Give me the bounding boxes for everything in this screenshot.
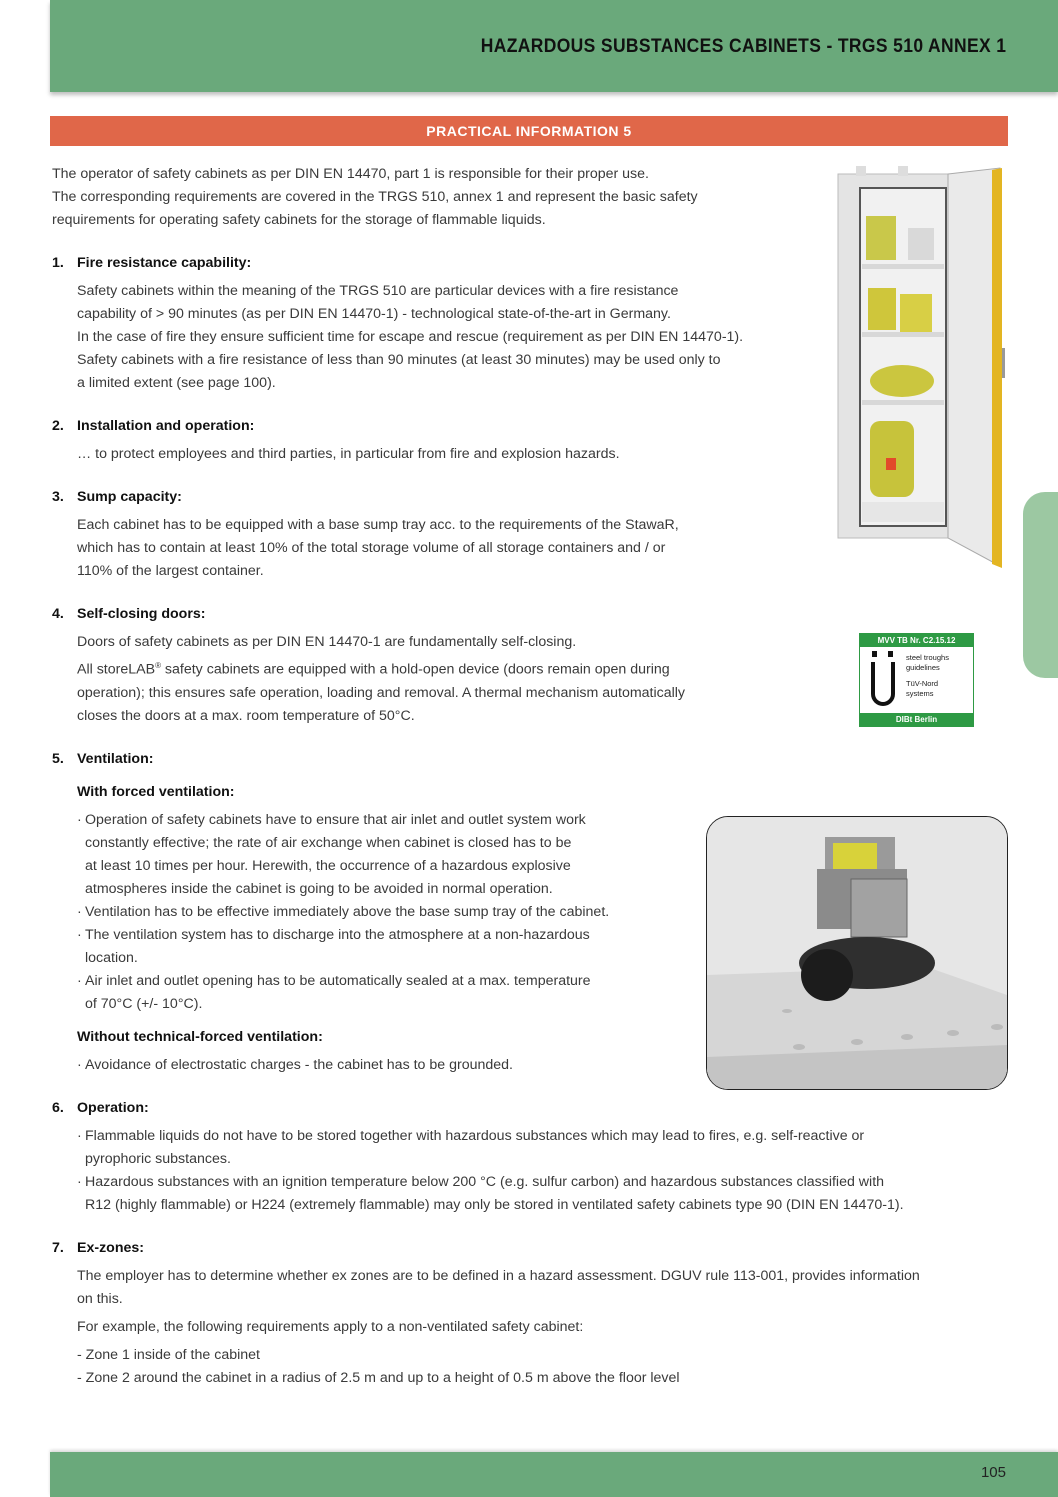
body-line: at least 10 times per hour. Herewith, the occurrence of a hazardous explosive — [85, 857, 571, 874]
approval-mark-line: systems — [906, 689, 934, 698]
body-line: capability of > 90 minutes (as per DIN EN 14470-1) - technological state-of-the-art in Germany. — [77, 306, 671, 322]
intro-paragraph — [52, 163, 952, 232]
approval-mark-line: steel troughs — [906, 653, 949, 662]
subheading: Without technical-forced ventilation: — [77, 1028, 323, 1045]
page-header-title: HAZARDOUS SUBSTANCES CABINETS - TRGS 510 ANNEX 1 — [480, 36, 1006, 57]
item-number: 5. — [52, 750, 64, 767]
bullet-item: · Ventilation has to be effective immediately above the base sump tray of the cabinet. — [77, 901, 717, 924]
side-tab — [1023, 492, 1058, 678]
item-number: 7. — [52, 1239, 64, 1256]
body-line: Ventilation has to be effective immediately above the base sump tray of the cabinet. — [85, 903, 610, 920]
body-line: Avoidance of electrostatic charges - the cabinet has to be grounded. — [85, 1056, 514, 1073]
subheading: With forced ventilation: — [77, 783, 235, 800]
body-line: For example, the following requirements apply to a non-ventilated safety cabinet: — [77, 1318, 584, 1335]
body-line: location. — [85, 949, 138, 966]
item-number: 6. — [52, 1099, 64, 1116]
body-line: Flammable liquids do not have to be stored together with hazardous substances which may lead to fires, e.g. self-reactive or — [85, 1127, 865, 1144]
body-line: R12 (highly flammable) or H224 (extremely flammable) may only be stored in ventilated safety cabinets type 90 (DIN EN 14470-1). — [85, 1196, 904, 1213]
body-line: Each cabinet has to be equipped with a base sump tray acc. to the requirements of the StawaR, — [77, 517, 679, 533]
zone-item: - Zone 1 inside of the cabinet — [77, 1346, 260, 1363]
body-line: a limited extent (see page 100). — [77, 375, 276, 391]
page-number: 105 — [980, 1464, 1006, 1481]
bullet-item: · Air inlet and outlet opening has to be automatically sealed at a max. temperature of 70°C (+/- 10°C). — [77, 970, 717, 1016]
zone-item: - Zone 2 around the cabinet in a radius of 2.5 m and up to a height of 0.5 m above the floor level — [77, 1369, 680, 1386]
bullet-item: · Avoidance of electrostatic charges - the cabinet has to be grounded. — [77, 1054, 717, 1077]
registered-mark: ® — [155, 661, 161, 670]
body-line: Safety cabinets with a fire resistance of less than 90 minutes (at least 30 minutes) may be used only to — [77, 352, 721, 368]
body-line: Hazardous substances with an ignition temperature below 200 °C (e.g. sulfur carbon) and hazardous substances classified with — [85, 1173, 885, 1190]
body-line: In the case of fire they ensure sufficient time for escape and rescue (requirement as per DIN EN 14470-1). — [77, 329, 744, 345]
body-line: Air inlet and outlet opening has to be automatically sealed at a max. temperature — [85, 972, 591, 989]
body-line: closes the doors at a max. room temperature of 50°C. — [77, 707, 415, 724]
item-title: Operation: — [77, 1099, 149, 1116]
item-number: 2. — [52, 418, 64, 434]
section-self-closing-doors — [52, 603, 952, 728]
item-title: Ventilation: — [77, 750, 154, 767]
body-line: pyrophoric substances. — [85, 1150, 231, 1167]
section-installation — [52, 415, 952, 466]
section-operation — [52, 1097, 952, 1217]
body-line: operation); this ensures safe operation, loading and removal. A thermal mechanism automatically — [77, 684, 686, 701]
body-line: of 70°C (+/- 10°C). — [85, 995, 203, 1012]
brand-name: All storeLAB — [77, 661, 156, 678]
approval-mark-line: guidelines — [906, 663, 940, 672]
body-line: 110% of the largest container. — [77, 563, 264, 579]
header-band — [50, 0, 1058, 92]
section-ex-zones — [52, 1237, 952, 1390]
item-title: Installation and operation: — [77, 418, 255, 434]
body-line: atmospheres inside the cabinet is going to be avoided in normal operation. — [85, 880, 553, 897]
item-title: Ex-zones: — [77, 1239, 145, 1256]
bullet-item: · Flammable liquids do not have to be stored together with hazardous substances which may lead to fires, e.g. self-reactive or pyrophoric substances. — [77, 1125, 952, 1171]
item-title: Self-closing doors: — [77, 606, 206, 622]
document-body — [52, 163, 952, 1390]
section-fire-resistance — [52, 252, 952, 395]
item-title: Fire resistance capability: — [77, 255, 252, 271]
body-line — [77, 654, 952, 682]
bullet-item: · The ventilation system has to discharge into the atmosphere at a non-hazardous location. — [77, 924, 717, 970]
section-bar — [50, 116, 1008, 146]
section-ventilation — [52, 748, 952, 1077]
body-line: … to protect employees and third parties, in particular from fire and explosion hazards. — [77, 446, 620, 462]
bullet-item: · Hazardous substances with an ignition temperature below 200 °C (e.g. sulfur carbon) and hazardous substances classified with R12 (highly flammable) or H224 (extremely flammable) may only be stored in ventilated safety cabinets type 90 (DIN EN 14470-1). — [77, 1171, 952, 1217]
item-title: Sump capacity: — [77, 489, 182, 505]
section-title: PRACTICAL INFORMATION 5 — [426, 123, 632, 139]
intro-line: The operator of safety cabinets as per DIN EN 14470, part 1 is responsible for their proper use. — [52, 166, 649, 182]
body-text: safety cabinets are equipped with a hold-open device (doors remain open during — [160, 661, 670, 678]
item-number: 3. — [52, 489, 64, 505]
body-line: constantly effective; the rate of air exchange when cabinet is closed has to be — [85, 834, 572, 851]
footer-band — [50, 1452, 1058, 1497]
approval-mark-code: MVV TB Nr. C2.15.12 — [860, 634, 973, 647]
intro-line: requirements for operating safety cabinets for the storage of flammable liquids. — [52, 212, 546, 228]
intro-line: The corresponding requirements are covered in the TRGS 510, annex 1 and represent the basic safety — [52, 189, 698, 205]
body-line: which has to contain at least 10% of the total storage volume of all storage containers and / or — [77, 540, 666, 556]
bullet-item: · Operation of safety cabinets have to ensure that air inlet and outlet system work constantly effective; the rate of air exchange when cabinet is closed has to be at least 10 times per hour. Herewith, the occurrence of a hazardous explosive atmospheres inside the cabinet is going to be avoided in normal operation. — [77, 809, 717, 901]
section-sump-capacity — [52, 486, 952, 583]
approval-mark-issuer: DIBt Berlin — [860, 713, 973, 726]
body-line: Operation of safety cabinets have to ensure that air inlet and outlet system work — [85, 811, 586, 828]
body-line: Safety cabinets within the meaning of the TRGS 510 are particular devices with a fire resistance — [77, 283, 679, 299]
body-line: The employer has to determine whether ex zones are to be defined in a hazard assessment. DGUV rule 113-001, provides information — [77, 1267, 920, 1284]
item-number: 4. — [52, 606, 64, 622]
body-line: Doors of safety cabinets as per DIN EN 14470-1 are fundamentally self-closing. — [77, 634, 577, 650]
approval-mark-line: TüV-Nord — [906, 679, 939, 688]
body-line: on this. — [77, 1290, 123, 1307]
item-number: 1. — [52, 255, 64, 271]
body-line: The ventilation system has to discharge into the atmosphere at a non-hazardous — [85, 926, 590, 943]
